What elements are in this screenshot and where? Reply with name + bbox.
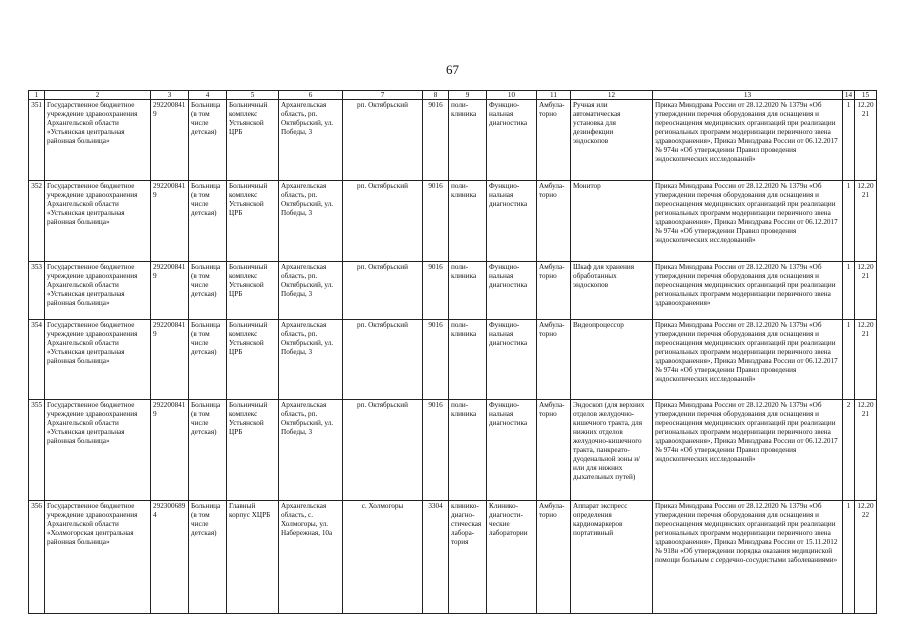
table-row — [29, 181, 877, 262]
cell-inn-code: 2923006894 — [151, 501, 189, 614]
cell-quantity: 1 — [843, 100, 855, 181]
cell-unit-profile: Функцио-нальная диагностика — [487, 400, 537, 501]
cell-delivery-date: 12.2021 — [855, 320, 877, 400]
cell-care-mode: Амбула-торно — [537, 181, 571, 262]
column-number-header: 1 — [29, 91, 45, 100]
column-number-header: 10 — [487, 91, 537, 100]
cell-row-number: 354 — [29, 320, 45, 400]
table-row — [29, 501, 877, 614]
cell-row-number: 352 — [29, 181, 45, 262]
cell-care-mode: Амбула-торно — [537, 320, 571, 400]
cell-settlement: рп. Октябрьский — [343, 400, 423, 501]
column-number-row — [29, 91, 877, 100]
cell-care-mode: Амбула-торно — [537, 262, 571, 320]
table-row — [29, 320, 877, 400]
table-row — [29, 100, 877, 181]
column-number-header: 2 — [45, 91, 151, 100]
column-number-header: 6 — [279, 91, 343, 100]
cell-address: Архангельская область, рп. Октябрьский, ул. Победы, 3 — [279, 320, 343, 400]
cell-address: Архангельская область, рп. Октябрьский, ул. Победы, 3 — [279, 100, 343, 181]
cell-unit-profile: Функцио-нальная диагностика — [487, 320, 537, 400]
cell-facility-type: Больница (в том числе детская) — [189, 400, 227, 501]
cell-territory-code: 9016 — [423, 262, 449, 320]
cell-equipment-name: Эндоскоп (для верхних отделов желудочно-кишечного тракта, для нижних отделов желудочно-кишечного тракта, панкреато-дуоденальной зоны и/или для нижних дыхательных путей) — [571, 400, 653, 501]
column-number-header: 4 — [189, 91, 227, 100]
cell-facility-type: Больница (в том числе детская) — [189, 320, 227, 400]
cell-settlement: рп. Октябрьский — [343, 181, 423, 262]
column-number-header: 13 — [653, 91, 843, 100]
cell-address: Архангельская область, рп. Октябрьский, ул. Победы, 3 — [279, 262, 343, 320]
cell-building-name: Больничный комплекс Устьянской ЦРБ — [227, 100, 279, 181]
column-number-header: 14 — [843, 91, 855, 100]
column-number-header: 15 — [855, 91, 877, 100]
cell-address: Архангельская область, рп. Октябрьский, ул. Победы, 3 — [279, 181, 343, 262]
page-number: 67 — [446, 62, 459, 77]
cell-organization-name: Государственное бюджетное учреждение здравоохранения Архангельской области «Устьянская центральная районная больница» — [45, 400, 151, 501]
cell-quantity: 1 — [843, 181, 855, 262]
cell-delivery-date: 12.2021 — [855, 262, 877, 320]
cell-unit-profile: Клинико-диагности-ческие лаборатории — [487, 501, 537, 614]
cell-organization-name: Государственное бюджетное учреждение здравоохранения Архангельской области «Холмогорская центральная районная больница» — [45, 501, 151, 614]
cell-row-number: 351 — [29, 100, 45, 181]
cell-department: поли-клиника — [449, 262, 487, 320]
cell-quantity: 2 — [843, 400, 855, 501]
cell-facility-type: Больница (в том числе детская) — [189, 181, 227, 262]
cell-delivery-date: 12.2021 — [855, 400, 877, 501]
cell-settlement: с. Холмогоры — [343, 501, 423, 614]
cell-delivery-date: 12.2021 — [855, 100, 877, 181]
cell-organization-name: Государственное бюджетное учреждение здравоохранения Архангельской области «Устьянская центральная районная больница» — [45, 181, 151, 262]
cell-settlement: рп. Октябрьский — [343, 100, 423, 181]
cell-building-name: Больничный комплекс Устьянской ЦРБ — [227, 400, 279, 501]
cell-legal-basis: Приказ Минздрава России от 28.12.2020 № 1379н «Об утверждении перечня оборудования для оснащения и переоснащения медицинских организаций при реализации региональных программ модернизации первичного звена здравоохранения», Приказ Минздрава России от 15.11.2012 № 918н «Об утверждении порядка оказания медицинской помощи больным с сердечно-сосудистыми заболеваниями» — [653, 501, 843, 614]
cell-department: клинико-диагно-стическая лабора-тория — [449, 501, 487, 614]
cell-organization-name: Государственное бюджетное учреждение здравоохранения Архангельской области «Устьянская центральная районная больница» — [45, 262, 151, 320]
cell-building-name: Главный корпус ХЦРБ — [227, 501, 279, 614]
cell-equipment-name: Шкаф для хранения обработанных эндоскопов — [571, 262, 653, 320]
cell-equipment-name: Аппарат экспресс определения кардиомаркеров портативный — [571, 501, 653, 614]
cell-inn-code: 2922008419 — [151, 400, 189, 501]
cell-quantity: 1 — [843, 262, 855, 320]
cell-facility-type: Больница (в том числе детская) — [189, 262, 227, 320]
cell-settlement: рп. Октябрьский — [343, 262, 423, 320]
equipment-table — [28, 90, 877, 614]
cell-department: поли-клиника — [449, 100, 487, 181]
cell-unit-profile: Функцио-нальная диагностика — [487, 100, 537, 181]
column-number-header: 9 — [449, 91, 487, 100]
cell-legal-basis: Приказ Минздрава России от 28.12.2020 № 1379н «Об утверждении перечня оборудования для оснащения и переоснащения медицинских организаций при реализации региональных программ модернизации первичного звена здравоохранения», Приказ Минздрава России от 06.12.2017 № 974н «Об утверждении Правил проведения эндоскопических исследований» — [653, 100, 843, 181]
cell-building-name: Больничный комплекс Устьянской ЦРБ — [227, 181, 279, 262]
cell-territory-code: 9016 — [423, 400, 449, 501]
cell-quantity: 1 — [843, 501, 855, 614]
column-number-header: 8 — [423, 91, 449, 100]
cell-territory-code: 9016 — [423, 181, 449, 262]
cell-territory-code: 9016 — [423, 320, 449, 400]
cell-territory-code: 9016 — [423, 100, 449, 181]
cell-department: поли-клиника — [449, 181, 487, 262]
cell-territory-code: 3304 — [423, 501, 449, 614]
cell-inn-code: 2922008419 — [151, 320, 189, 400]
cell-row-number: 355 — [29, 400, 45, 501]
cell-legal-basis: Приказ Минздрава России от 28.12.2020 № 1379н «Об утверждении перечня оборудования для оснащения и переоснащения медицинских организаций при реализации региональных программ модернизации первичного звена здравоохранения», Приказ Минздрава России от 06.12.2017 № 974н «Об утверждении Правил проведения эндоскопических исследований» — [653, 400, 843, 501]
cell-quantity: 1 — [843, 320, 855, 400]
cell-unit-profile: Функцио-нальная диагностика — [487, 181, 537, 262]
cell-settlement: рп. Октябрьский — [343, 320, 423, 400]
column-number-header: 12 — [571, 91, 653, 100]
cell-address: Архангельская область, с. Холмогоры, ул. Набережная, 10а — [279, 501, 343, 614]
column-number-header: 7 — [343, 91, 423, 100]
cell-facility-type: Больница (в том числе детская) — [189, 501, 227, 614]
table-row — [29, 262, 877, 320]
cell-row-number: 356 — [29, 501, 45, 614]
cell-inn-code: 2922008419 — [151, 181, 189, 262]
cell-delivery-date: 12.2022 — [855, 501, 877, 614]
column-number-header: 3 — [151, 91, 189, 100]
table-row — [29, 400, 877, 501]
column-number-header: 11 — [537, 91, 571, 100]
cell-legal-basis: Приказ Минздрава России от 28.12.2020 № 1379н «Об утверждении перечня оборудования для оснащения и переоснащения медицинских организаций при реализации региональных программ модернизации первичного звена здравоохранения», Приказ Минздрава России от 06.12.2017 № 974н «Об утверждении Правил проведения эндоскопических исследований» — [653, 320, 843, 400]
cell-department: поли-клиника — [449, 320, 487, 400]
column-number-header: 5 — [227, 91, 279, 100]
cell-equipment-name: Видеопроцессор — [571, 320, 653, 400]
cell-organization-name: Государственное бюджетное учреждение здравоохранения Архангельской области «Устьянская центральная районная больница» — [45, 100, 151, 181]
cell-inn-code: 2922008419 — [151, 262, 189, 320]
cell-building-name: Больничный комплекс Устьянской ЦРБ — [227, 320, 279, 400]
cell-care-mode: Амбула-торно — [537, 100, 571, 181]
cell-equipment-name: Монитор — [571, 181, 653, 262]
cell-legal-basis: Приказ Минздрава России от 28.12.2020 № 1379н «Об утверждении перечня оборудования для оснащения и переоснащения медицинских организаций при реализации региональных программ модернизации первичного звена здравоохранения» — [653, 262, 843, 320]
cell-building-name: Больничный комплекс Устьянской ЦРБ — [227, 262, 279, 320]
cell-address: Архангельская область, рп. Октябрьский, ул. Победы, 3 — [279, 400, 343, 501]
cell-care-mode: Амбула-торно — [537, 501, 571, 614]
cell-inn-code: 2922008419 — [151, 100, 189, 181]
cell-organization-name: Государственное бюджетное учреждение здравоохранения Архангельской области «Устьянская центральная районная больница» — [45, 320, 151, 400]
cell-delivery-date: 12.2021 — [855, 181, 877, 262]
cell-facility-type: Больница (в том числе детская) — [189, 100, 227, 181]
cell-unit-profile: Функцио-нальная диагностика — [487, 262, 537, 320]
cell-department: поли-клиника — [449, 400, 487, 501]
cell-equipment-name: Ручная или автоматическая установка для дезинфекции эндоскопов — [571, 100, 653, 181]
cell-row-number: 353 — [29, 262, 45, 320]
cell-legal-basis: Приказ Минздрава России от 28.12.2020 № 1379н «Об утверждении перечня оборудования для оснащения и переоснащения медицинских организаций при реализации региональных программ модернизации первичного звена здравоохранения», Приказ Минздрава России от 06.12.2017 № 974н «Об утверждении Правил проведения эндоскопических исследований» — [653, 181, 843, 262]
cell-care-mode: Амбула-торно — [537, 400, 571, 501]
